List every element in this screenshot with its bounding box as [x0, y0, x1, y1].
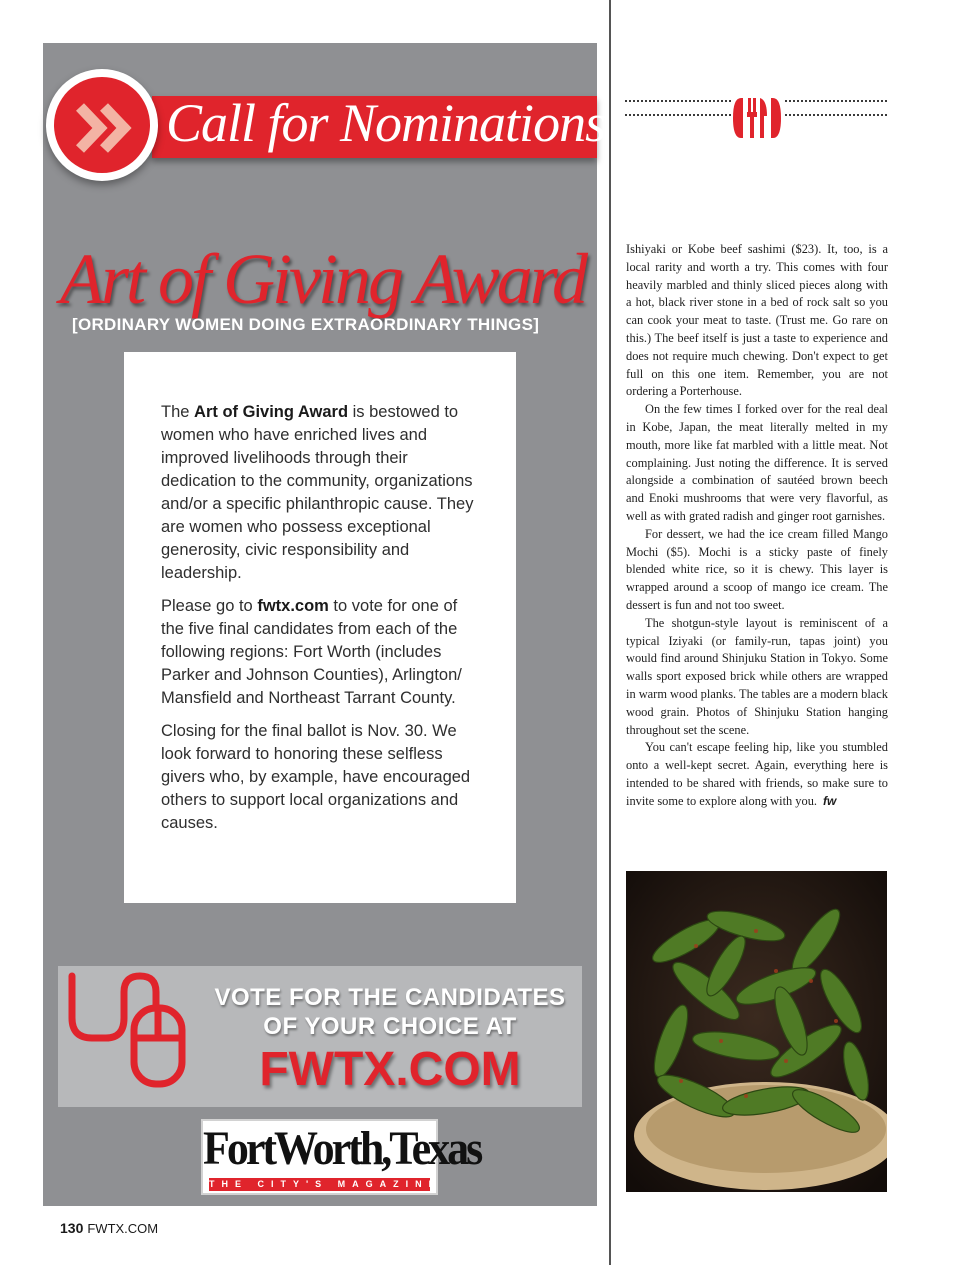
article-paragraph-1: Ishiyaki or Kobe beef sashimi ($23). It, too, is a local rarity and worth a try. This comes with four heavily marbled and thinly sliced pieces along with a hot, black river stone in a bed of rock salt so you can cook your meat to taste. (Trust me. Go rare on this.) The beef itself is just a taste to experience and does not require much chewing. Don't expect to get full on this one item. Remember, you are not ordering a Porterhouse. — [626, 242, 888, 399]
logo-tagline: THE CITY'S MAGAZINE — [209, 1179, 442, 1189]
award-name-emphasis: Art of Giving Award — [194, 403, 349, 421]
award-paragraph-3: Closing for the final ballot is Nov. 30. We look forward to honoring these selfless givers who, by example, have encouraged others to support local organizations and causes. — [161, 722, 471, 832]
double-chevron-right-icon — [74, 101, 134, 155]
call-for-nominations-title: Call for Nominations — [166, 93, 606, 153]
vote-line-2: OF YOUR CHOICE AT — [263, 1013, 517, 1040]
vote-line-1: VOTE FOR THE CANDIDATES — [214, 984, 566, 1011]
article-paragraph-4: The shotgun-style layout is reminiscent of a typical Iziyaki (or family-run, tapas joint) you would find around Shinjuku Station in Tokyo. Some walls sport exposed brick while others are wrapped in warm wood planks. The tables are a modern black wood grain. Photos of Shinjuku Station hanging throughout set the scene. — [626, 615, 888, 737]
fort-worth-texas-logo — [201, 1119, 481, 1195]
article-paragraph-5-text: You can't escape feeling hip, like you stumbled onto a well-kept secret. Again, everything here is intended to be shared with friends, so make sure to invite some to explore along with you. — [626, 740, 888, 808]
computer-mouse-icon — [66, 972, 192, 1088]
logo-wordmark: FortWorth,Texas — [203, 1122, 481, 1175]
paragraph-2-lead: Please go to — [161, 597, 258, 615]
award-title: Art of Giving Award — [60, 239, 586, 319]
paragraph-1-lead: The — [161, 403, 195, 421]
article-paragraph-3: For dessert, we had the ice cream filled Mango Mochi ($5). Mochi is a sticky paste of finely blended white rice, so it is chewy. This layer is wrapped around a scoop of mango ice cream. The dessert is fun and not too sweet. — [626, 526, 888, 612]
folio-site: FWTX.COM — [87, 1221, 159, 1236]
page-folio — [60, 1220, 158, 1236]
award-paragraph-2 — [161, 595, 481, 710]
award-paragraph-1 — [161, 401, 481, 585]
paragraph-2-body: to vote for one of the five final candidates from each of the following regions: Fort Worth (includes Parker and Johnson Counties), Arlington/ Mansfield and Northeast Tarrant County. — [161, 597, 462, 707]
award-subtitle: [ORDINARY WOMEN DOING EXTRAORDINARY THINGS] — [72, 315, 540, 334]
page-number: 130 — [60, 1220, 84, 1236]
page-gutter-rule — [609, 0, 611, 1265]
article-signoff: fw — [823, 793, 837, 808]
article-paragraph-5 — [626, 739, 888, 810]
article-paragraph-2: On the few times I forked over for the real deal in Kobe, Japan, the meat literally melted in my mouth, more like fat marbled with a little meat. Not complaining. Just noting the difference. It is served alongside a combination of sautéed brown beech and Enoki mushrooms that were very flavorful, as well as with grated radish and ginger root garnishes. — [626, 402, 888, 523]
edamame-photo — [626, 871, 887, 1192]
paragraph-1-body: is bestowed to women who have enriched lives and improved livelihoods through their dedication to the community, organizations and/or a specific philanthropic cause. They are women who possess exceptional generosity, civic responsibility and leadership. — [161, 403, 474, 582]
award-description-text — [161, 401, 481, 845]
fork-knife-icon — [731, 94, 783, 142]
article-body — [626, 241, 888, 811]
fwtx-link-text: fwtx.com — [257, 597, 329, 615]
vote-site: FWTX.COM — [259, 1043, 521, 1096]
